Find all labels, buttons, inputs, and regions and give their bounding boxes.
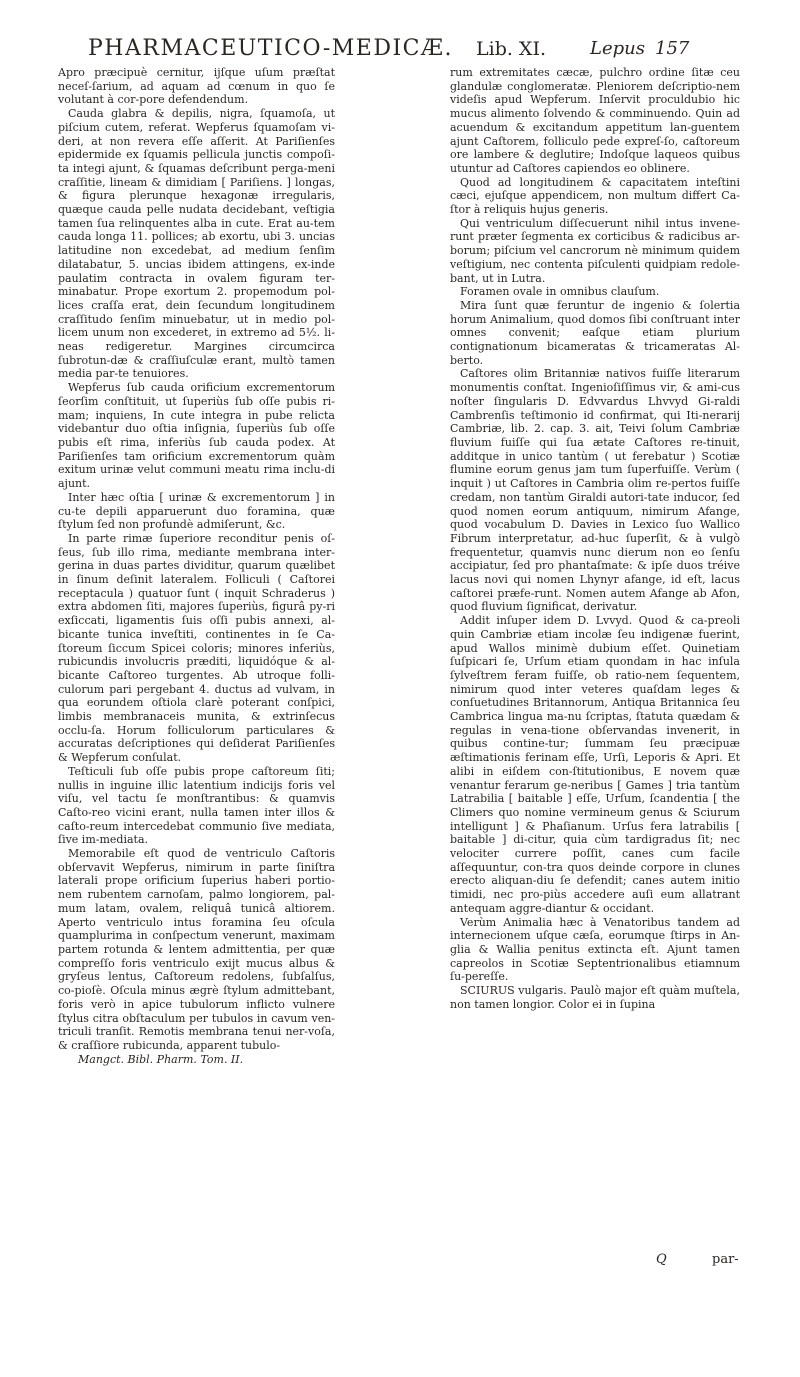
paragraph: Addit inſuper idem D. Lvvyd. Quod & ca-preoli quin Cambriæ etiam incolæ ſeu indigenæ fuerint, apud Wallos minimè dubium eſſet. Quinetiam ſuſpicari ſe, Urſum etiam quondam in hac inſula ſylveſtrem feram fuiſſe, ob ratio-nem ſequentem, nimirum quod inter veteres quaſdam leges & conſuetudines Britannorum, Antiqua Britannica ſeu Cambrica lingua ma-nu ſcriptas, ſtatuta quædam & regulas in vena-tione obſervandas invenerit, in quibus contine-tur; ſummam ſeu præcipuæ æſtimationis ferinam eſſe, Urſi, Leporis & Apri. Et alibi in eiſdem con-ſtitutionibus, E novem quæ venantur ferarum ge-neribus [ Games ] tria tantùm Latrabilia [ baitable ] eſſe, Urſum, ſcandentia [ the Climers quo nomine vermineum genus & Sciurum intelligunt ] & Phaſianum. Urſus fera latrabilis [ baitable ] di-citur, quia cùm tardigradus ſit; nec velociter currere poſſit, canes cum facile aſſequuntur, con-tra quos deinde corpore in clunes erecto aliquan-diu ſe defendit; canes autem initio timidi, nec pro-piùs accedere auſi eum allatrant antequam aggre-diantur & occidant. <box>450 614 740 915</box>
catchword: par- <box>712 1252 739 1267</box>
running-word: Lepus <box>590 38 645 59</box>
paragraph: Apro præcipuè cernitur, ijſque uſum præſtat neceſ-ſarium, ad aquam ad cœnum in quo ſe volutant à cor-pore defendendum. <box>58 66 335 107</box>
paragraph: In parte rimæ ſuperiore reconditur penis oſ-ſeus, ſub illo rima, mediante membrana inter-gerina in duas partes dividitur, quarum quælibet in ſinum deſinit lateralem. Folliculi ( Caſtorei receptacula ) quatuor ſunt ( inquit Schraderus ) extra abdomen ſiti, majores ſuperiùs, figurâ py-ri exſiccati, ligamentis ſuis oſſi pubis annexi, al-bicante tunica inveſtiti, continentes in ſe Ca-ſtoreum ſiccum Spicei coloris; minores inferiùs, rubicundis involucris præditi, liquidóque & al-bicante Caſtoreo turgentes. Ab utroque folli-culorum pari pergebant 4. ductus ad vulvam, in qua eorundem oſtiola clarè poterant conſpici, limbis membranaceis munita, & extrinſecus occlu-ſa. Horum folliculorum particulares & accuratas deſcriptiones qui deſiderat Pariſienſes & Wepferum conſulat. <box>58 531 335 765</box>
paragraph: Quod ad longitudinem & capacitatem inteſtini cæci, ejuſque appendicem, non multum differt Ca-ſtor à reliquis hujus generis. <box>450 175 740 217</box>
book-number: Lib. XI. <box>476 38 547 60</box>
paragraph: SCIURUS vulgaris. Paulò major eſt quàm muſtela, non tamen longior. Color ei in ſupina <box>450 984 740 1011</box>
paragraph: Foramen ovale in omnibus clauſum. <box>460 285 660 299</box>
paragraph: Teſticuli ſub oſſe pubis prope caſtoreum ſiti; nullis in inguine illic latentium indicijs foris vel viſu, vel tactu ſe monſtrantibus: & quamvis Caſto-reo vicini erant, nulla tamen inter illos & caſto-reum intercedebat communio ſive mediata, ſive im-mediata. <box>58 764 335 847</box>
paragraph: Wepferus ſub cauda orificium excrementorum ſeorſim conſtituit, ut ſuperiùs ſub oſſe pubis ri-mam; inquiens, In cute integra in pube relicta videbantur duo oſtia inſignia, ſuperiùs ſub oſſe pubis eſt rima, inferiùs ſub cauda podex. At Pariſienſes tam orificium excrementorum quàm exitum urinæ velut communi meatu rima inclu-di ajunt. <box>58 381 335 491</box>
page-header <box>88 36 728 64</box>
right-column <box>450 66 740 1256</box>
paragraph: rum extremitates cæcæ, pulchro ordine ſitæ ceu glandulæ conglomeratæ. Pleniorem deſcriptio-nem videſis apud Wepferum. Inſervit proculdubio hic mucus alimento ſolvendo & comminuendo. Quin ad acuendum & excitandum appetitum lan-guentem ajunt Caſtorem, folliculo pede expreſ-ſo, caſtoreum ore lambere & deglutire; Indoſque laqueos quibus utuntur ad Caſtores capiendos eo oblinere. <box>450 66 740 175</box>
signature-mark: Q <box>656 1252 667 1267</box>
left-column <box>58 66 335 1256</box>
paragraph: Memorabile eſt quod de ventriculo Caſtoris obſervavit Wepferus, nimirum in parte ſiniſtra laterali prope orificium ſuperius haberi portio-nem rubentem carnoſam, palmo longiorem, pal-mum latam, ovalem, reliquâ tunicâ altiorem. Aperto ventriculo intus foramina ſeu oſcula quamplurima in conſpectum venerunt, maximam partem rotunda & lentem admittentia, per quæ compreſſo foris ventriculo exijt mucus albus & gryſeus lentus, Caſtoreum redolens, ſubſalſus, co-pioſè. Oſcula minus ægrè ſtylum admittebant, foris verò in apice tubulorum inflicto vulnere ſtylus citra obſtaculum per tubulos in cavum ven-triculi tranſit. Remotis membrana tenui ner-voſa, & craſſiore rubicunda, apparent tubulo- <box>58 847 335 1052</box>
paragraph: Caſtores olim Britanniæ nativos fuiſſe literarum monumentis conſtat. Ingenioſiſſimus vir, & ami-cus noſter ſingularis D. Edvvardus Lhvvyd Gi-raldi Cambrenſis teſtimonio id confirmat, qui Iti-nerarij Cambriæ, lib. 2. cap. 3. ait, Teivi ſolum Cambriæ fluvium fuiſſe qui ſua ætate Caſtores re-tinuit, additque in unico tantùm ( ut ferebatur ) Scotiæ flumine eorum genus jam tum ſuperfuiſſe. Verùm ( inquit ) ut Caſtores in Cambria olim re-pertos fuiſſe credam, non tantùm Giraldi autori-tate inducor, ſed quod nomen eorum antiquum, nimirum Afange, quod vocabulum D. Davies in Lexico ſuo Wallico Fibrum interpretatur, ad-huc ſuperſit, & à vulgò frequentetur, quamvis nunc dierum non eo ſenſu accipiatur, ſed pro phantaſmate: & ipſe duos tréive lacus novi qui nomen Lhynyr afange, id eſt, lacus caſtorei præfe-runt. Nomen autem Afange ab Afon, quod fluvium ſignificat, derivatur. <box>450 367 740 614</box>
paragraph: Mira ſunt quæ feruntur de ingenio & ſolertia horum Animalium, quod domos ſibi conſtruant inter omnes convenit; eaſque etiam plurium contignationum bicameratas & tricameratas Al-berto. <box>450 298 740 367</box>
paragraph: Inter hæc oſtia [ urinæ & excrementorum ] in cu-te depili apparuerunt duo foramina, quæ ſtylum ſed non profundè admiſerunt, &c. <box>58 490 335 532</box>
paragraph: Verùm Animalia hæc à Venatoribus tandem ad internecionem uſque cæſa, eorumque ſtirps in An-glia & Wallia penitus extincta eſt. Ajunt tamen capreolos in Scotiæ Septentrionalibus etiamnum ſu-pereſſe. <box>450 915 740 984</box>
signature-line: Mangct. Bibl. Pharm. Tom. II. <box>78 1052 244 1066</box>
paragraph: Cauda glabra & depilis, nigra, ſquamoſa, ut piſcium cutem, referat. Wepferus ſquamoſam vi-deri, at non revera eſſe aſſerit. At Pariſienſes epidermide ex ſquamis pellicula junctis compoſi-ta integi ajunt, & ſquamas deſcribunt perga-meni craſſitie, lineam & dimidiam [ Pariſiens. ] longas, & figura plerunque hexagonæ irregularis, quæque cauda pelle nudata decidebant, veſtigia tamen ſua relinquentes alba in cute. Erat au-tem cauda longa 11. pollices; ab exortu, ubi 3. uncias latitudine non excedebat, ad medium ſenſim dilatabatur, 5. uncias ibidem attingens, ex-inde paulatim contracta in ovalem figuram ter-minabatur. Prope exortum 2. propemodum pol-lices craſſa erat, dein ſecundum longitudinem craſſitudo ſenſim minuebatur, ut in medio pol-licem unum non excederet, in extremo ad 5½. li-neas redigeretur. Margines circumcirca ſubrotun-dæ & craſſiuſculæ erant, multò tamen media par-te tenuiores. <box>58 107 335 381</box>
running-title: PHARMACEUTICO-MEDICÆ. <box>88 36 454 61</box>
paragraph: Qui ventriculum diſſecuerunt nihil intus invene-runt præter ſegmenta ex corticibus & radicibus ar-borum; piſcium vel cancrorum nè minimum quidem veſtigium, nec contenta piſculenti quidpiam redole-bant, ut in Lutra. <box>450 216 740 285</box>
page-number: 157 <box>655 38 690 59</box>
